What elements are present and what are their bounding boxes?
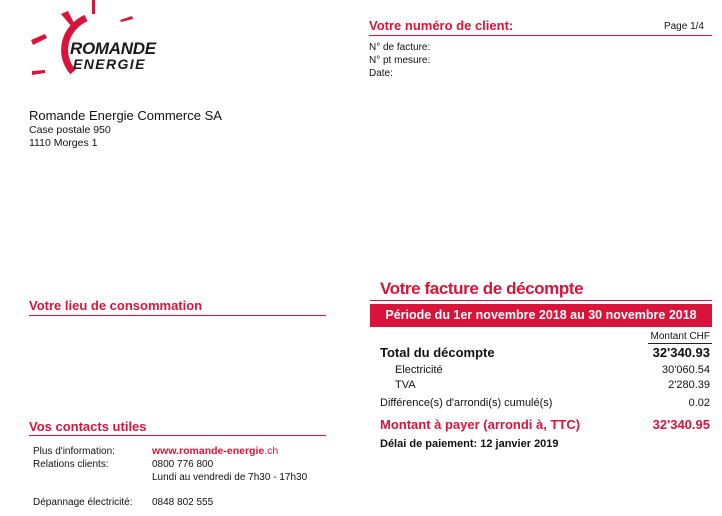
electricity-value: 30'060.54 xyxy=(662,364,710,376)
rounding-row xyxy=(380,397,710,413)
sender-address-line1: Case postale 950 xyxy=(29,124,111,136)
amount-due-row xyxy=(380,417,710,433)
website-prefix: www. xyxy=(152,445,180,457)
website-domain: romande-energie xyxy=(179,445,265,457)
amount-header-rule xyxy=(648,343,712,344)
contacts-heading: Vos contacts utiles xyxy=(29,419,147,434)
invoice-title: Votre facture de décompte xyxy=(380,279,584,298)
metering-point-label: N° pt mesure: xyxy=(369,55,431,66)
period-banner: Période du 1er novembre 2018 au 30 novembre 2018 xyxy=(370,304,712,327)
amount-due-value: 32'340.95 xyxy=(652,417,710,432)
tva-row xyxy=(380,379,710,395)
total-row xyxy=(380,345,710,361)
tva-value: 2'280.39 xyxy=(668,379,710,391)
amount-header: Montant CHF xyxy=(650,331,710,342)
sender-name: Romande Energie Commerce SA xyxy=(29,108,222,123)
logo-text-energie: ENERGIE xyxy=(73,56,146,72)
sender-address-line2: 1110 Morges 1 xyxy=(29,137,98,149)
consumption-rule xyxy=(29,315,326,316)
info-label: Plus d'information: xyxy=(33,446,115,457)
page-number: Page 1/4 xyxy=(663,21,704,32)
website-suffix: .ch xyxy=(264,445,279,457)
date-label: Date: xyxy=(369,68,393,79)
relations-label: Relations clients: xyxy=(33,459,109,470)
relations-phone: 0800 776 800 xyxy=(152,459,214,470)
contacts-rule xyxy=(29,435,326,436)
relations-hours: Lundi au vendredi de 7h30 - 17h30 xyxy=(152,472,308,483)
client-number-rule xyxy=(369,35,712,36)
rounding-label: Différence(s) d'arrondi(s) cumulé(s) xyxy=(380,397,553,409)
total-value: 32'340.93 xyxy=(652,345,710,360)
total-label: Total du décompte xyxy=(380,345,495,360)
rounding-value: 0.02 xyxy=(688,397,710,409)
invoice-title-rule xyxy=(370,300,712,301)
consumption-heading: Votre lieu de consommation xyxy=(29,298,203,313)
depannage-label: Dépannage électricité: xyxy=(33,497,133,508)
payment-deadline: Délai de paiement: 12 janvier 2019 xyxy=(380,438,559,450)
amount-due-label: Montant à payer (arrondi à, TTC) xyxy=(380,417,581,432)
electricity-label: Electricité xyxy=(395,364,443,376)
tva-label: TVA xyxy=(395,379,416,391)
website-link[interactable] xyxy=(152,445,278,457)
logo-text-romande: ROMANDE xyxy=(70,39,156,58)
depannage-phone: 0848 802 555 xyxy=(152,497,214,508)
electricity-row xyxy=(380,364,710,380)
invoice-number-label: N° de facture: xyxy=(369,42,431,53)
client-number-heading: Votre numéro de client: xyxy=(369,18,514,33)
